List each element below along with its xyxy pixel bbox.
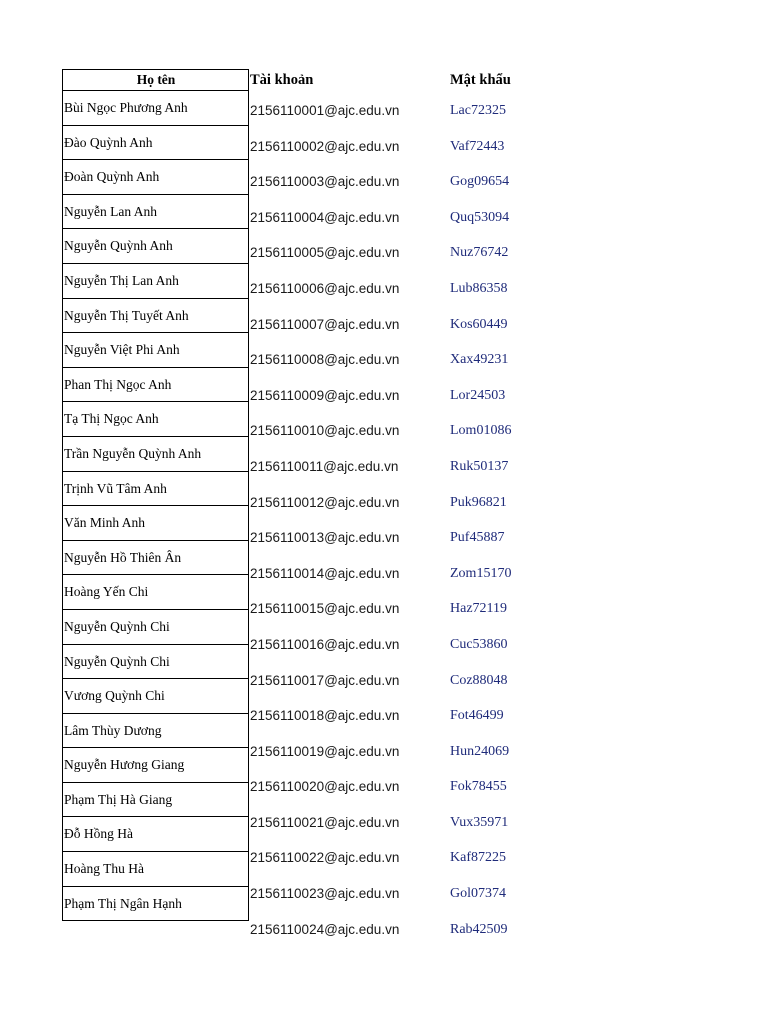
name-cell: Nguyễn Hồ Thiên Ân (63, 540, 249, 575)
password-cell: Haz72119 (450, 601, 508, 617)
name-cell: Lâm Thùy Dương (63, 713, 249, 748)
name-cell: Nguyễn Quỳnh Anh (63, 229, 249, 264)
header-name: Họ tên (63, 70, 249, 91)
account-cell: 2156110012@ajc.edu.vn (250, 494, 400, 510)
name-cell: Nguyễn Lan Anh (63, 194, 249, 229)
table-row (63, 194, 249, 229)
password-cell: Lom01086 (450, 423, 512, 439)
account-cell: 2156110018@ajc.edu.vn (250, 708, 400, 724)
table-row (63, 506, 249, 541)
account-cell: 2156110023@ajc.edu.vn (250, 886, 400, 902)
account-cell: 2156110009@ajc.edu.vn (250, 387, 400, 403)
table-row (63, 644, 249, 679)
table-row (63, 540, 249, 575)
name-cell: Vương Quỳnh Chi (63, 679, 249, 714)
header-account: Tài khoản (250, 72, 314, 88)
table-row (63, 471, 249, 506)
account-cell: 2156110019@ajc.edu.vn (250, 743, 400, 759)
name-cell: Đào Quỳnh Anh (63, 125, 249, 160)
header-password: Mật khẩu (450, 72, 511, 88)
password-cell: Vaf72443 (450, 138, 505, 154)
account-cell: 2156110005@ajc.edu.vn (250, 245, 400, 261)
name-cell: Phạm Thị Hà Giang (63, 782, 249, 817)
table-row (63, 402, 249, 437)
table-row (63, 609, 249, 644)
name-cell: Nguyễn Thị Lan Anh (63, 263, 249, 298)
account-cell: 2156110004@ajc.edu.vn (250, 209, 400, 225)
table-row (63, 782, 249, 817)
account-cell: 2156110016@ajc.edu.vn (250, 636, 400, 652)
account-cell: 2156110010@ajc.edu.vn (250, 423, 400, 439)
name-cell: Nguyễn Quỳnh Chi (63, 644, 249, 679)
password-cell: Kaf87225 (450, 850, 506, 866)
name-cell: Nguyễn Quỳnh Chi (63, 609, 249, 644)
table-row (63, 333, 249, 368)
name-cell: Nguyễn Việt Phi Anh (63, 333, 249, 368)
table-row (63, 886, 249, 921)
account-cell: 2156110022@ajc.edu.vn (250, 850, 400, 866)
account-cell: 2156110020@ajc.edu.vn (250, 779, 400, 795)
account-cell: 2156110024@ajc.edu.vn (250, 921, 400, 937)
password-cell: Rab42509 (450, 921, 508, 937)
table-row (63, 575, 249, 610)
name-cell: Phạm Thị Ngân Hạnh (63, 886, 249, 921)
account-cell: 2156110003@ajc.edu.vn (250, 174, 400, 190)
header-row (63, 70, 249, 91)
table-row (63, 160, 249, 195)
name-column-body (63, 91, 249, 921)
table-row (63, 713, 249, 748)
name-cell: Bùi Ngọc Phương Anh (63, 91, 249, 126)
table-row (63, 229, 249, 264)
name-cell: Hoàng Yến Chi (63, 575, 249, 610)
table-row (63, 263, 249, 298)
name-cell: Phan Thị Ngọc Anh (63, 367, 249, 402)
password-cell: Vux35971 (450, 814, 509, 830)
name-cell: Trần Nguyễn Quỳnh Anh (63, 436, 249, 471)
password-cell: Gog09654 (450, 174, 510, 190)
password-cell: Puk96821 (450, 494, 507, 510)
name-cell: Nguyễn Hương Giang (63, 748, 249, 783)
name-column-table (62, 69, 249, 921)
table-row (63, 125, 249, 160)
account-cell: 2156110006@ajc.edu.vn (250, 280, 400, 296)
table-row (63, 748, 249, 783)
name-cell: Đoàn Quỳnh Anh (63, 160, 249, 195)
password-cell: Zom15170 (450, 565, 512, 581)
name-cell: Trịnh Vũ Tâm Anh (63, 471, 249, 506)
password-cell: Lac72325 (450, 103, 506, 118)
account-cell: 2156110013@ajc.edu.vn (250, 530, 400, 546)
password-cell: Lor24503 (450, 387, 506, 403)
account-cell: 2156110017@ajc.edu.vn (250, 672, 400, 688)
password-cell: Cuc53860 (450, 636, 508, 652)
table-row (63, 436, 249, 471)
name-cell: Nguyễn Thị Tuyết Anh (63, 298, 249, 333)
password-cell: Kos60449 (450, 316, 508, 332)
table-row (63, 817, 249, 852)
password-cell: Lub86358 (450, 280, 508, 296)
password-cell: Gol07374 (450, 886, 506, 902)
name-cell: Tạ Thị Ngọc Anh (63, 402, 249, 437)
table-row (63, 91, 249, 126)
password-cell: Xax49231 (450, 352, 509, 368)
account-column (250, 104, 399, 958)
name-cell: Văn Minh Anh (63, 506, 249, 541)
account-cell: 2156110015@ajc.edu.vn (250, 601, 400, 617)
password-cell: Coz88048 (450, 672, 508, 688)
table-row (63, 298, 249, 333)
account-cell: 2156110011@ajc.edu.vn (250, 458, 399, 474)
password-column (450, 104, 511, 958)
password-cell: Hun24069 (450, 743, 510, 759)
name-cell: Hoàng Thu Hà (63, 852, 249, 887)
password-cell: Fok78455 (450, 779, 507, 795)
password-cell: Quq53094 (450, 209, 510, 225)
account-cell: 2156110007@ajc.edu.vn (250, 316, 400, 332)
password-cell: Puf45887 (450, 530, 505, 546)
password-cell: Nuz76742 (450, 245, 509, 261)
table-row (63, 852, 249, 887)
account-cell: 2156110002@ajc.edu.vn (250, 138, 400, 154)
account-cell: 2156110014@ajc.edu.vn (250, 565, 400, 581)
table-row (63, 679, 249, 714)
name-cell: Đỗ Hồng Hà (63, 817, 249, 852)
account-cell: 2156110008@ajc.edu.vn (250, 352, 400, 368)
password-cell: Ruk50137 (450, 458, 509, 474)
account-cell: 2156110001@ajc.edu.vn (250, 103, 400, 118)
password-cell: Fot46499 (450, 708, 504, 724)
table-row (63, 367, 249, 402)
account-cell: 2156110021@ajc.edu.vn (250, 814, 400, 830)
